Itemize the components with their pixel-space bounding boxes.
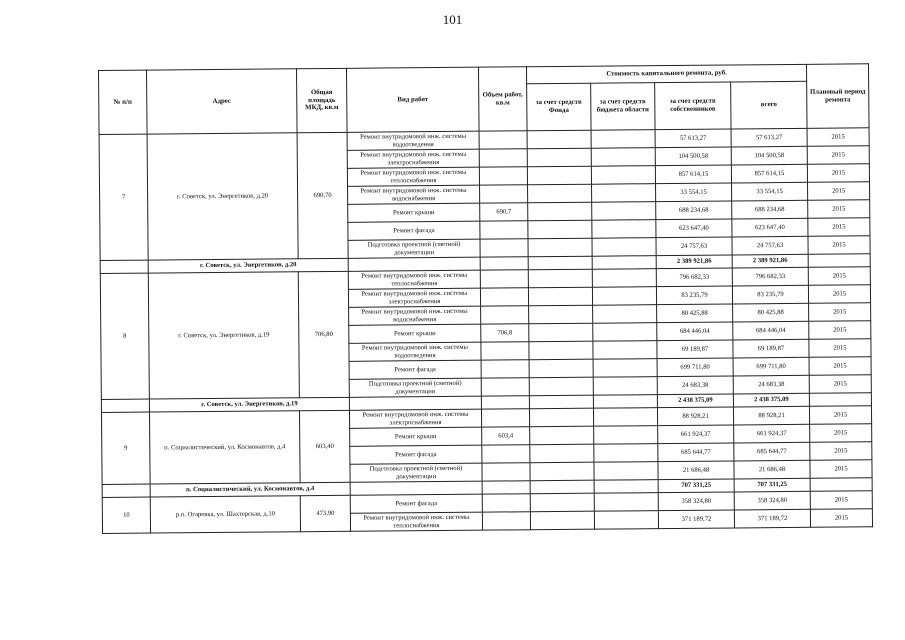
cell-total: 33 554,15	[732, 182, 808, 201]
cell-volume: 603,4	[482, 427, 530, 445]
cell-fund	[529, 305, 593, 324]
subtotal-fund	[529, 395, 593, 409]
subtotal-work	[348, 257, 480, 271]
cell-total: 685 644,77	[734, 442, 810, 461]
cell-period: 2015	[809, 357, 871, 376]
subtotal-num	[100, 260, 148, 273]
cell-owners: 699 711,80	[657, 358, 733, 377]
table-header	[99, 64, 870, 135]
header-cost-group: Стоимость капитального ремонта, руб.	[526, 64, 806, 83]
cell-work-type: Ремонт внутридомовой инж. системы водоснабжения	[349, 306, 481, 325]
cell-owners: 623 647,40	[656, 219, 732, 238]
cell-region	[594, 444, 658, 463]
cell-total: 80 425,88	[733, 303, 809, 322]
cell-total: 661 924,37	[734, 424, 810, 443]
cell-fund	[530, 444, 594, 463]
subtotal-num	[101, 399, 149, 412]
header-address: Адрес	[147, 69, 298, 134]
cell-work-type: Подготовка проектной (сметной) документации	[350, 463, 482, 482]
cell-volume: 706,8	[481, 324, 529, 342]
cell-volume	[480, 221, 528, 239]
cell-volume	[481, 409, 529, 427]
header-area: Общая площадь МКД, кв.м	[296, 68, 347, 132]
cell-total: 796 682,33	[732, 267, 808, 286]
cell-period: 2015	[808, 236, 870, 255]
header-volume: Объем работ, кв.м	[478, 67, 527, 131]
cell-fund	[530, 493, 594, 512]
subtotal-fund	[530, 480, 594, 494]
cell-owners: 857 614,15	[655, 165, 731, 184]
cell-work-type: Подготовка проектной (сметной) документации	[348, 239, 480, 258]
cell-period: 2015	[810, 460, 872, 479]
cell-region	[593, 359, 657, 378]
cell-region	[592, 220, 656, 239]
cell-address: г. Советск, ул. Энергетиков, д.19	[148, 272, 299, 399]
cell-fund	[528, 287, 592, 306]
cell-fund	[528, 184, 592, 203]
cell-volume	[480, 270, 528, 288]
cell-volume	[482, 463, 530, 481]
cell-total: 24 757,63	[732, 236, 808, 255]
cell-period: 2015	[807, 146, 869, 165]
subtotal-label: г. Советск, ул. Энергетиков, д.20	[148, 258, 348, 273]
cell-region	[591, 130, 655, 149]
cell-period: 2015	[810, 424, 872, 443]
cell-period: 2015	[810, 442, 872, 461]
cell-owners: 24 757,63	[656, 237, 732, 256]
cell-owners: 685 644,77	[658, 443, 734, 462]
subtotal-sum: 2 438 375,09	[733, 393, 809, 407]
cell-period: 2015	[807, 164, 869, 183]
cell-total: 24 683,38	[733, 375, 809, 394]
cell-fund	[528, 202, 592, 221]
cell-fund	[530, 426, 594, 445]
cell-num: 8	[100, 273, 149, 399]
cell-period: 2015	[808, 285, 870, 304]
cell-work-type: Ремонт внутридомовой инж. системы водоотведения	[349, 342, 481, 361]
table-body	[99, 128, 872, 534]
subtotal-volume	[482, 481, 530, 494]
subtotal-region	[594, 480, 658, 494]
page-number: 101	[442, 12, 463, 27]
cell-work-type: Ремонт фасада	[349, 360, 481, 379]
subtotal-owners: 2 438 375,09	[657, 394, 733, 408]
cell-work-type: Ремонт внутридомовой инж. системы водоотведения	[347, 131, 479, 150]
subtotal-num	[102, 484, 150, 497]
cell-owners: 371 189,72	[658, 510, 734, 529]
cell-work-type: Ремонт внутридомовой инж. системы электроснабжения	[348, 288, 480, 307]
cell-work-type: Ремонт внутридомовой инж. системы теплоснабжения	[347, 167, 479, 186]
cell-region	[593, 408, 657, 427]
cell-volume	[482, 494, 530, 512]
cell-owners: 661 924,37	[658, 425, 734, 444]
cell-region	[594, 511, 658, 530]
subtotal-owners: 2 389 921,86	[656, 255, 732, 269]
header-period: Плановый период ремонта	[806, 64, 869, 129]
cell-total: 88 928,21	[733, 406, 809, 425]
cell-volume	[482, 445, 530, 463]
cell-volume	[479, 131, 527, 149]
cell-volume	[481, 378, 529, 396]
cell-work-type: Ремонт фасада	[350, 445, 482, 464]
capital-repair-table	[98, 63, 873, 534]
subtotal-sum: 707 331,25	[734, 478, 810, 492]
cell-owners: 796 682,33	[656, 268, 732, 287]
cell-total: 21 686,48	[734, 460, 810, 479]
cell-total: 69 189,87	[733, 339, 809, 358]
cell-fund	[527, 148, 591, 167]
cell-region	[591, 166, 655, 185]
cell-period: 2015	[808, 182, 870, 201]
cell-owners: 21 686,48	[658, 461, 734, 480]
cell-volume	[479, 167, 527, 185]
cell-region	[591, 148, 655, 167]
cell-fund	[527, 130, 591, 149]
cell-region	[593, 341, 657, 360]
cell-total: 684 446,04	[733, 321, 809, 340]
subtotal-fund	[528, 256, 592, 270]
cell-total: 104 500,58	[731, 146, 807, 165]
cell-address: г. Советск, ул. Энергетиков, д.20	[147, 133, 298, 260]
cell-fund	[527, 166, 591, 185]
cell-num: 9	[101, 412, 150, 484]
cell-volume	[479, 149, 527, 167]
cell-fund	[530, 511, 594, 530]
cell-total: 57 613,27	[731, 128, 807, 147]
cell-fund	[528, 220, 592, 239]
cell-owners: 684 446,04	[657, 322, 733, 341]
header-region: за счет средств бюджета области	[591, 83, 655, 131]
cell-period: 2015	[807, 128, 869, 147]
cell-owners: 24 683,38	[657, 376, 733, 395]
cell-owners: 88 928,21	[657, 407, 733, 426]
cell-fund	[528, 269, 592, 288]
subtotal-label: п. Социалистический, ул. Космонавтов, д.4	[150, 482, 350, 497]
cell-owners: 69 189,87	[657, 340, 733, 359]
cell-work-type: Ремонт крыши	[348, 203, 480, 222]
cell-period: 2015	[810, 509, 872, 528]
cell-total: 358 324,80	[734, 491, 810, 510]
cell-region	[593, 323, 657, 342]
cell-period: 2015	[808, 200, 870, 219]
subtotal-work	[350, 481, 482, 495]
cell-address: п. Социалистический, ул. Космонавтов, д.4	[149, 411, 300, 484]
cell-volume: 690,7	[480, 203, 528, 221]
header-total: всего	[731, 81, 807, 129]
cell-address: р.п. Огаревка, ул. Шахтерская, д.10	[150, 496, 300, 533]
cell-volume	[481, 342, 529, 360]
subtotal-work	[349, 396, 481, 410]
subtotal-period	[810, 478, 872, 492]
cell-region	[592, 238, 656, 257]
cell-volume	[480, 239, 528, 257]
header-owners: за счет средств собственников	[655, 82, 731, 130]
cell-region	[593, 377, 657, 396]
cell-work-type: Ремонт внутридомовой инж. системы теплоснабжения	[348, 270, 480, 289]
cell-fund	[529, 377, 593, 396]
cell-work-type: Подготовка проектной (сметной) документации	[349, 378, 481, 397]
cell-owners: 104 500,58	[655, 147, 731, 166]
cell-area: 473,90	[300, 495, 350, 531]
cell-region	[592, 202, 656, 221]
cell-area: 706,80	[298, 271, 349, 397]
cell-volume	[481, 360, 529, 378]
cell-fund	[529, 359, 593, 378]
subtotal-owners: 707 331,25	[658, 479, 734, 493]
cell-period: 2015	[808, 267, 870, 286]
subtotal-volume	[481, 396, 529, 409]
cell-total: 699 711,80	[733, 357, 809, 376]
subtotal-region	[593, 395, 657, 409]
cell-work-type: Ремонт внутридомовой инж. системы электроснабжения	[347, 149, 479, 168]
cell-area: 603,40	[299, 410, 350, 482]
cell-total: 688 234,68	[732, 200, 808, 219]
subtotal-period	[808, 254, 870, 268]
header-fund: за счет средств Фонда	[527, 83, 591, 131]
cell-period: 2015	[809, 375, 871, 394]
subtotal-label: г. Советск, ул. Энергетиков, д.19	[149, 397, 349, 412]
cell-fund	[530, 462, 594, 481]
cell-fund	[528, 238, 592, 257]
cell-num: 7	[99, 134, 148, 260]
cell-work-type: Ремонт внутридомовой инж. системы водоснабжения	[348, 185, 480, 204]
cell-region	[594, 426, 658, 445]
cell-period: 2015	[809, 303, 871, 322]
cell-fund	[529, 341, 593, 360]
cell-num: 10	[102, 497, 150, 533]
cell-owners: 83 235,79	[656, 286, 732, 305]
cell-volume	[482, 512, 530, 530]
cell-work-type: Ремонт внутридомовой инж. системы теплоснабжения	[350, 512, 482, 531]
cell-region	[592, 269, 656, 288]
cell-total: 623 647,40	[732, 218, 808, 237]
header-work-type: Вид работ	[346, 67, 479, 132]
cell-region	[592, 287, 656, 306]
cell-region	[594, 493, 658, 512]
cell-region	[593, 305, 657, 324]
cell-total: 857 614,15	[731, 164, 807, 183]
subtotal-period	[809, 393, 871, 407]
cell-fund	[529, 408, 593, 427]
cell-period: 2015	[810, 491, 872, 510]
cell-owners: 33 554,15	[656, 183, 732, 202]
subtotal-volume	[480, 257, 528, 270]
cell-owners: 358 324,80	[658, 492, 734, 511]
cell-volume	[480, 185, 528, 203]
cell-owners: 57 613,27	[655, 129, 731, 148]
cell-work-type: Ремонт фасада	[348, 221, 480, 240]
cell-period: 2015	[809, 339, 871, 358]
cell-work-type: Ремонт крыши	[349, 324, 481, 343]
subtotal-region	[592, 256, 656, 270]
cell-period: 2015	[808, 218, 870, 237]
cell-work-type: Ремонт фасада	[350, 494, 482, 513]
cell-fund	[529, 323, 593, 342]
cell-period: 2015	[809, 321, 871, 340]
cell-region	[594, 462, 658, 481]
cell-work-type: Ремонт внутридомовой инж. системы электроснабжения	[349, 409, 481, 428]
cell-volume	[480, 288, 528, 306]
cell-total: 371 189,72	[734, 509, 810, 528]
cell-owners: 80 425,88	[657, 304, 733, 323]
cell-region	[592, 184, 656, 203]
cell-volume	[481, 306, 529, 324]
header-num: № п/п	[99, 70, 148, 134]
cell-owners: 688 234,68	[656, 201, 732, 220]
document-table-container	[98, 63, 873, 534]
cell-area: 690,70	[297, 132, 348, 258]
cell-work-type: Ремонт крыши	[350, 427, 482, 446]
cell-total: 83 235,79	[732, 285, 808, 304]
subtotal-sum: 2 389 921,86	[732, 254, 808, 268]
cell-period: 2015	[809, 406, 871, 425]
